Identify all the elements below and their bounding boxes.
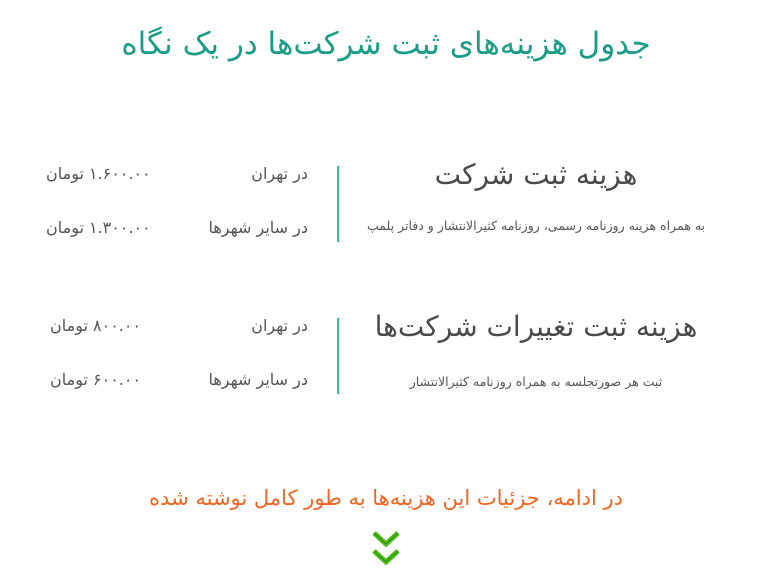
service-title: هزینه ثبت شرکت [434, 158, 638, 191]
price-row [40, 370, 320, 396]
vertical-divider [337, 318, 339, 394]
price-amount: ۱.۶۰۰.۰۰ تومان [46, 164, 151, 183]
service-description: به همراه هزینه روزنامه رسمی، روزنامه کثیرالانتشار و دفاتر پلمپ [366, 218, 706, 233]
price-location: در تهران [251, 164, 308, 183]
service-description: ثبت هر صورتجلسه به همراه روزنامه کثیرالانتشار [409, 374, 663, 389]
registration-cost-block [0, 150, 772, 260]
price-row [40, 316, 320, 342]
price-location: در سایر شهرها [208, 218, 308, 237]
price-row [40, 164, 320, 190]
footer-note: در ادامه، جزئیات این هزینه‌ها به طور کامل نوشته شده [149, 486, 623, 510]
vertical-divider [337, 166, 339, 242]
price-location: در تهران [251, 316, 308, 335]
page-title: جدول هزینه‌های ثبت شرکت‌ها در یک نگاه [121, 26, 651, 62]
price-amount: ۱.۳۰۰.۰۰ تومان [46, 218, 151, 237]
price-location: در سایر شهرها [208, 370, 308, 389]
service-title: هزینه ثبت تغییرات شرکت‌ها [374, 310, 698, 343]
double-chevron-down-icon[interactable] [371, 530, 401, 570]
price-row [40, 218, 320, 244]
price-amount: ۸۰۰.۰۰ تومان [50, 316, 142, 335]
changes-cost-block [0, 302, 772, 412]
price-amount: ۶۰۰.۰۰ تومان [50, 370, 142, 389]
